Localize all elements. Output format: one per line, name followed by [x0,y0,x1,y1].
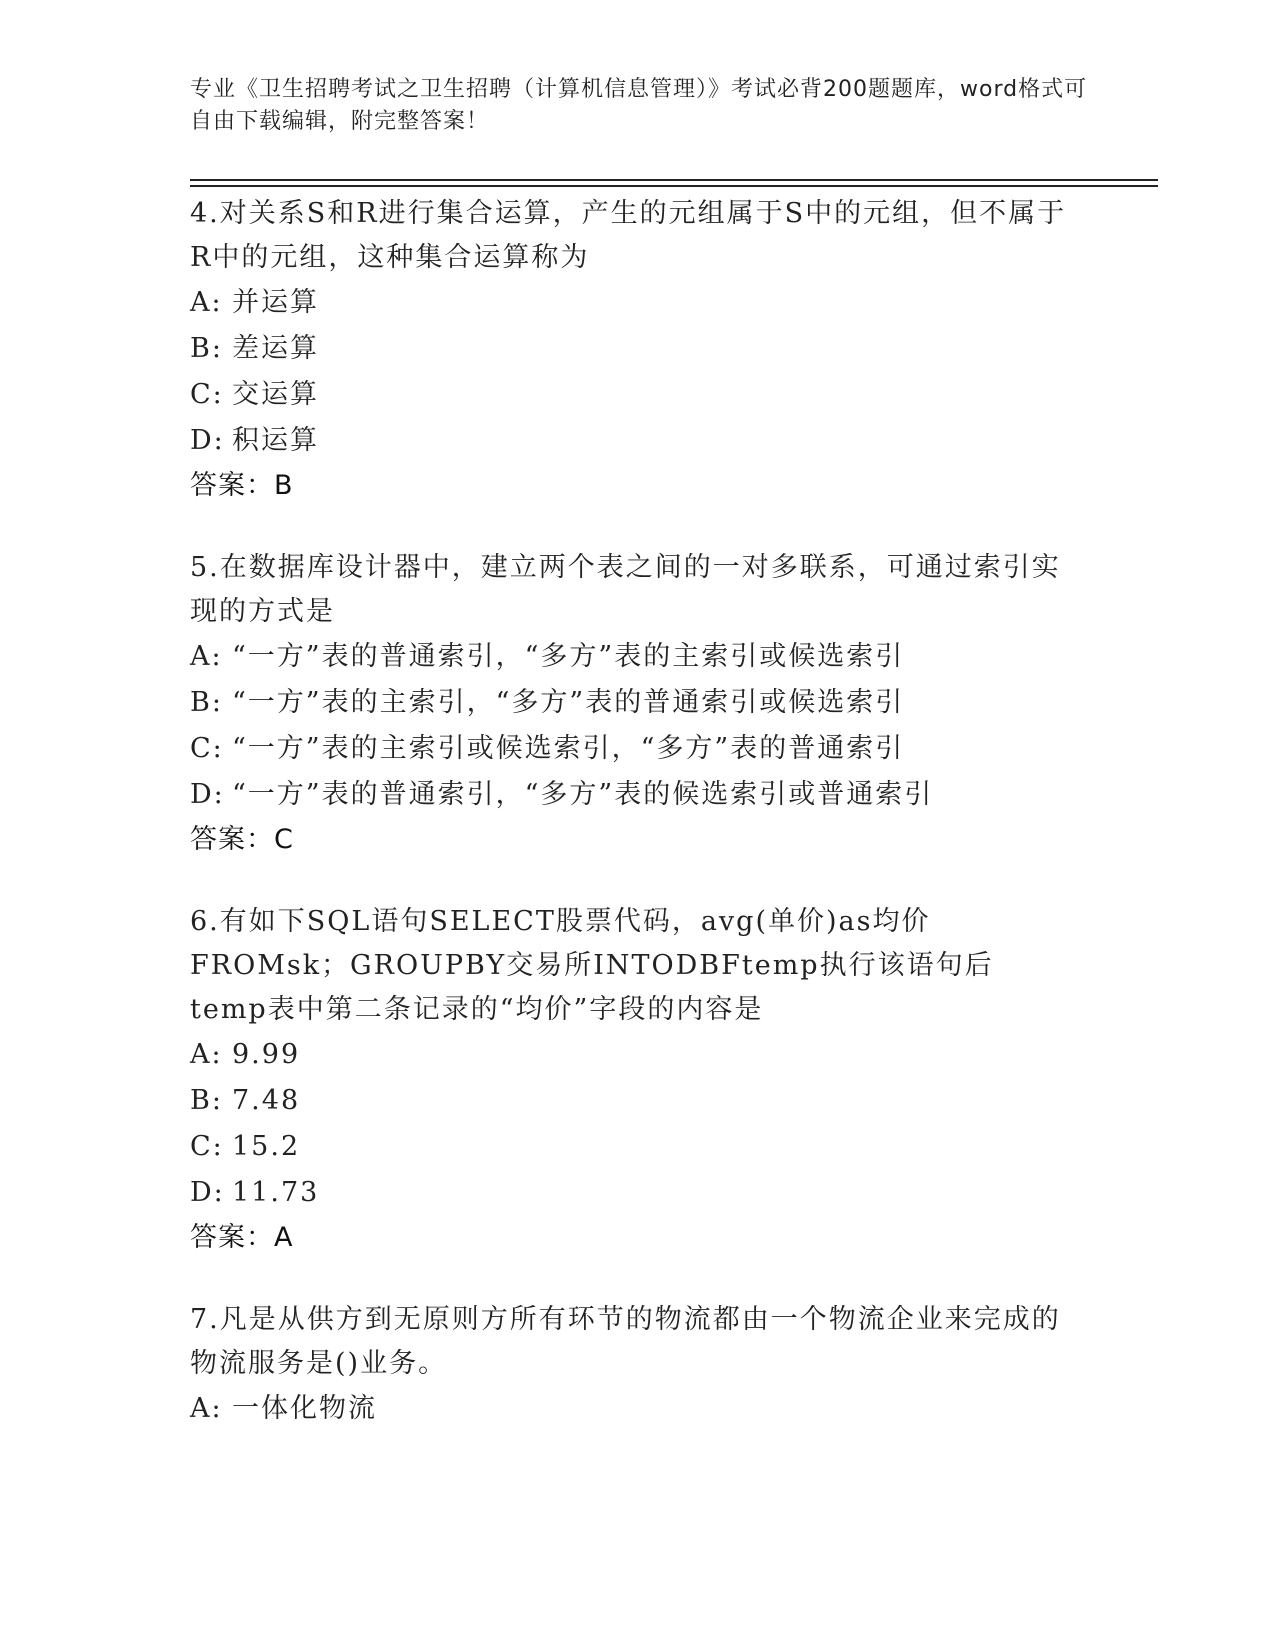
option-text: 差运算 [232,333,319,364]
option-text: “一方”表的主索引，“多方”表的普通索引或候选索引 [232,687,905,718]
option-letter: C: [190,1131,224,1162]
option-text: 一体化物流 [232,1393,377,1424]
option-letter: A: [190,1393,223,1424]
header-divider-top [190,179,1158,181]
question-text: 6.有如下SQL语句SELECT股票代码，avg(单价)as均价FROMsk；GROUPBY交易所INTODBFtemp执行该语句后temp表中第二条记录的“均价”字段的内容是 [190,906,994,1025]
document-header-title: 专业《卫生招聘考试之卫生招聘（计算机信息管理）》考试必背200题题库，word格式可自由下载编辑，附完整答案！ [190,77,1088,134]
option-text: 积运算 [232,425,319,456]
option-letter: A: [190,1039,223,1070]
option-text: 11.73 [232,1177,320,1208]
option-d [190,418,1070,464]
question-text: 7.凡是从供方到无原则方所有环节的物流都由一个物流企业来完成的物流服务是()业务。 [190,1304,1061,1379]
question-text: 4.对关系S和R进行集合运算，产生的元组属于S中的元组，但不属于R中的元组，这种集合运算称为 [190,198,1067,273]
option-letter: C: [190,733,224,764]
option-d [190,772,1070,818]
questions-list [190,190,1070,1458]
option-letter: D: [190,1177,225,1208]
option-text: 9.99 [232,1039,301,1070]
option-text: 并运算 [232,287,319,318]
answer-text: 答案：A [190,1222,294,1253]
header-divider-bottom [190,185,1158,187]
option-d [190,1170,1070,1216]
option-letter: A: [190,287,223,318]
option-text: “一方”表的普通索引，“多方”表的候选索引或普通索引 [232,779,934,810]
question-item [190,190,1070,508]
option-b [190,1078,1070,1124]
option-c [190,726,1070,772]
question-item [190,898,1070,1260]
option-b [190,326,1070,372]
option-a [190,1386,1070,1432]
option-text: “一方”表的普通索引，“多方”表的主索引或候选索引 [232,641,905,672]
question-item [190,1296,1070,1432]
option-c [190,1124,1070,1170]
option-c [190,372,1070,418]
option-letter: B: [190,333,223,364]
option-a [190,1032,1070,1078]
question-text: 5.在数据库设计器中，建立两个表之间的一对多联系，可通过索引实现的方式是 [190,552,1061,627]
option-letter: A: [190,641,223,672]
option-text: 15.2 [232,1131,301,1162]
option-text: “一方”表的主索引或候选索引，“多方”表的普通索引 [232,733,905,764]
option-text: 交运算 [232,379,319,410]
option-letter: B: [190,1085,223,1116]
option-b [190,680,1070,726]
answer-text: 答案：B [190,470,294,501]
option-a [190,280,1070,326]
option-letter: B: [190,687,223,718]
option-text: 7.48 [232,1085,301,1116]
option-letter: C: [190,379,224,410]
answer-text: 答案：C [190,824,294,855]
option-a [190,634,1070,680]
question-item [190,544,1070,862]
option-letter: D: [190,425,225,456]
option-letter: D: [190,779,225,810]
